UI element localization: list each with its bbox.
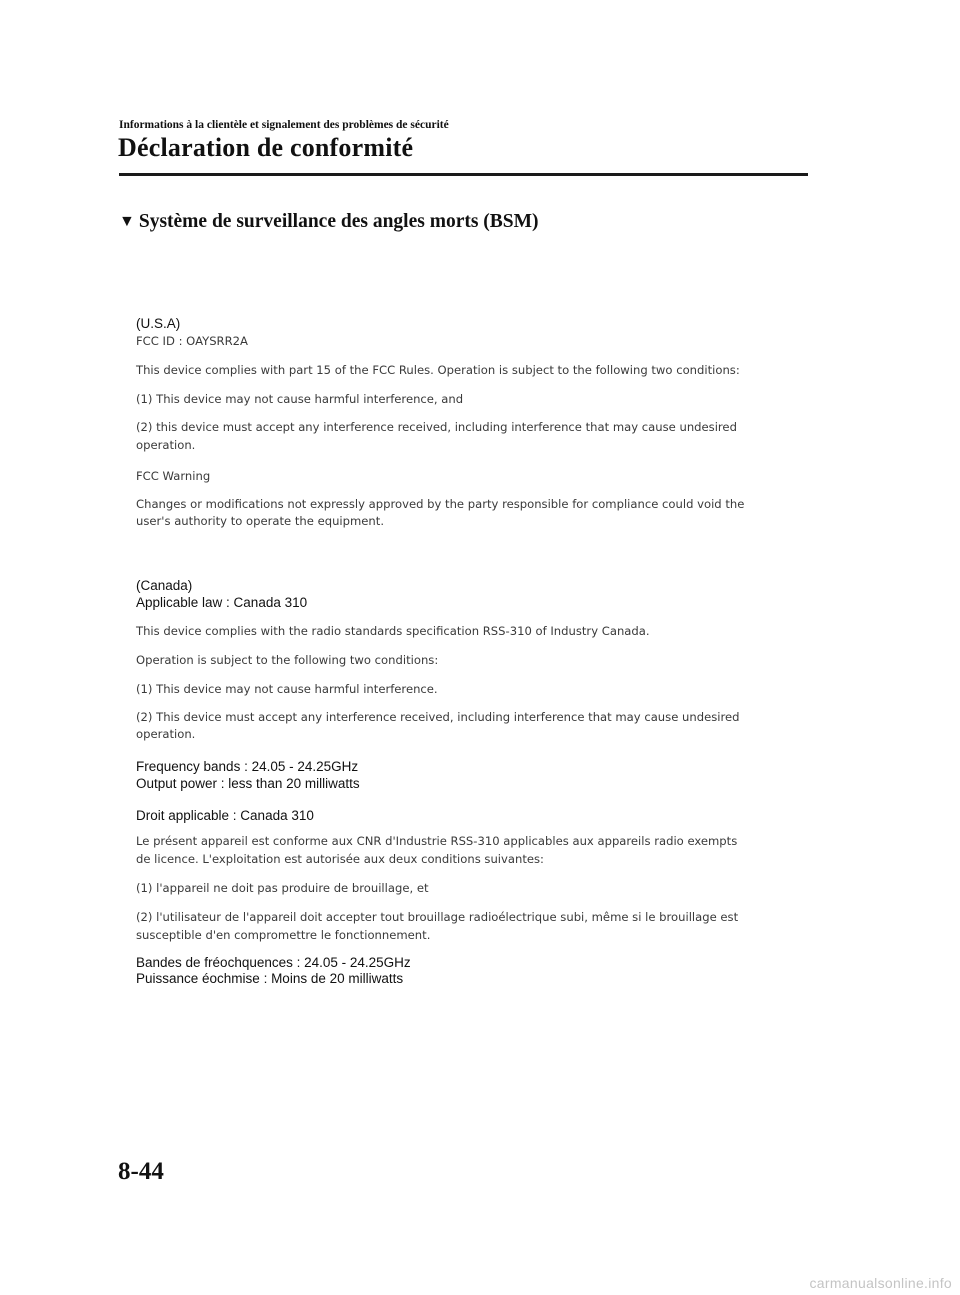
usa-condition-2-line-1: (2) this device must accept any interference received, including interference that may cause undesired (136, 420, 737, 434)
section-title: Système de surveillance des angles morts (BSM) (138, 211, 539, 232)
usa-region-label: (U.S.A) (136, 316, 181, 331)
french-condition-2-line-2: susceptible d'en compromettre le fonctionnement. (136, 928, 431, 942)
french-statement-line-2: de licence. L'exploitation est autorisée aux deux conditions suivantes: (136, 852, 544, 866)
fcc-warning-line-2: user's authority to operate the equipment. (136, 514, 385, 528)
section-heading (119, 211, 539, 233)
breadcrumb: Informations à la clientèle et signalement des problèmes de sécurité (119, 119, 449, 131)
triangle-down-icon: ▼ (119, 213, 135, 230)
canada-condition-2-line-2: operation. (136, 727, 196, 741)
usa-statement: This device complies with part 15 of the FCC Rules. Operation is subject to the following two conditions: (136, 363, 740, 377)
usa-fcc-id: FCC ID : OAYSRR2A (136, 334, 248, 348)
canada-statement: This device complies with the radio standards specification RSS-310 of Industry Canada. (136, 624, 650, 638)
french-output-power: Puissance éochmise : Moins de 20 milliwatts (136, 971, 404, 986)
french-condition-2-line-1: (2) l'utilisateur de l'appareil doit accepter tout brouillage radioélectrique subi, même si le brouillage est (136, 910, 739, 924)
french-frequency-bands: Bandes de fréochquences : 24.05 - 24.25GHz (136, 955, 411, 970)
french-statement-line-1: Le présent appareil est conforme aux CNR d'Industrie RSS-310 applicables aux appareils radio exempts (136, 834, 738, 848)
page-number: 8-44 (118, 1158, 164, 1185)
fcc-warning-line-1: Changes or modifications not expressly approved by the party responsible for compliance could void the (136, 497, 745, 511)
site-watermark: carmanualsonline.info (809, 1275, 952, 1291)
canada-operation: Operation is subject to the following two conditions: (136, 653, 439, 667)
canada-output-power: Output power : less than 20 milliwatts (136, 776, 360, 791)
french-applicable-law: Droit applicable : Canada 310 (136, 808, 314, 823)
usa-condition-1: (1) This device may not cause harmful interference, and (136, 392, 464, 406)
canada-region-label: (Canada) (136, 578, 193, 593)
usa-condition-2-line-2: operation. (136, 438, 196, 452)
canada-applicable-law: Applicable law : Canada 310 (136, 595, 308, 610)
canada-condition-2-line-1: (2) This device must accept any interference received, including interference that may cause undesired (136, 710, 740, 724)
header-divider (119, 173, 808, 176)
canada-frequency-bands: Frequency bands : 24.05 - 24.25GHz (136, 759, 359, 774)
canada-condition-1: (1) This device may not cause harmful interference. (136, 682, 438, 696)
fcc-warning-title: FCC Warning (136, 469, 211, 483)
chapter-title: Déclaration de conformité (118, 133, 414, 162)
french-condition-1: (1) l'appareil ne doit pas produire de brouillage, et (136, 881, 429, 895)
